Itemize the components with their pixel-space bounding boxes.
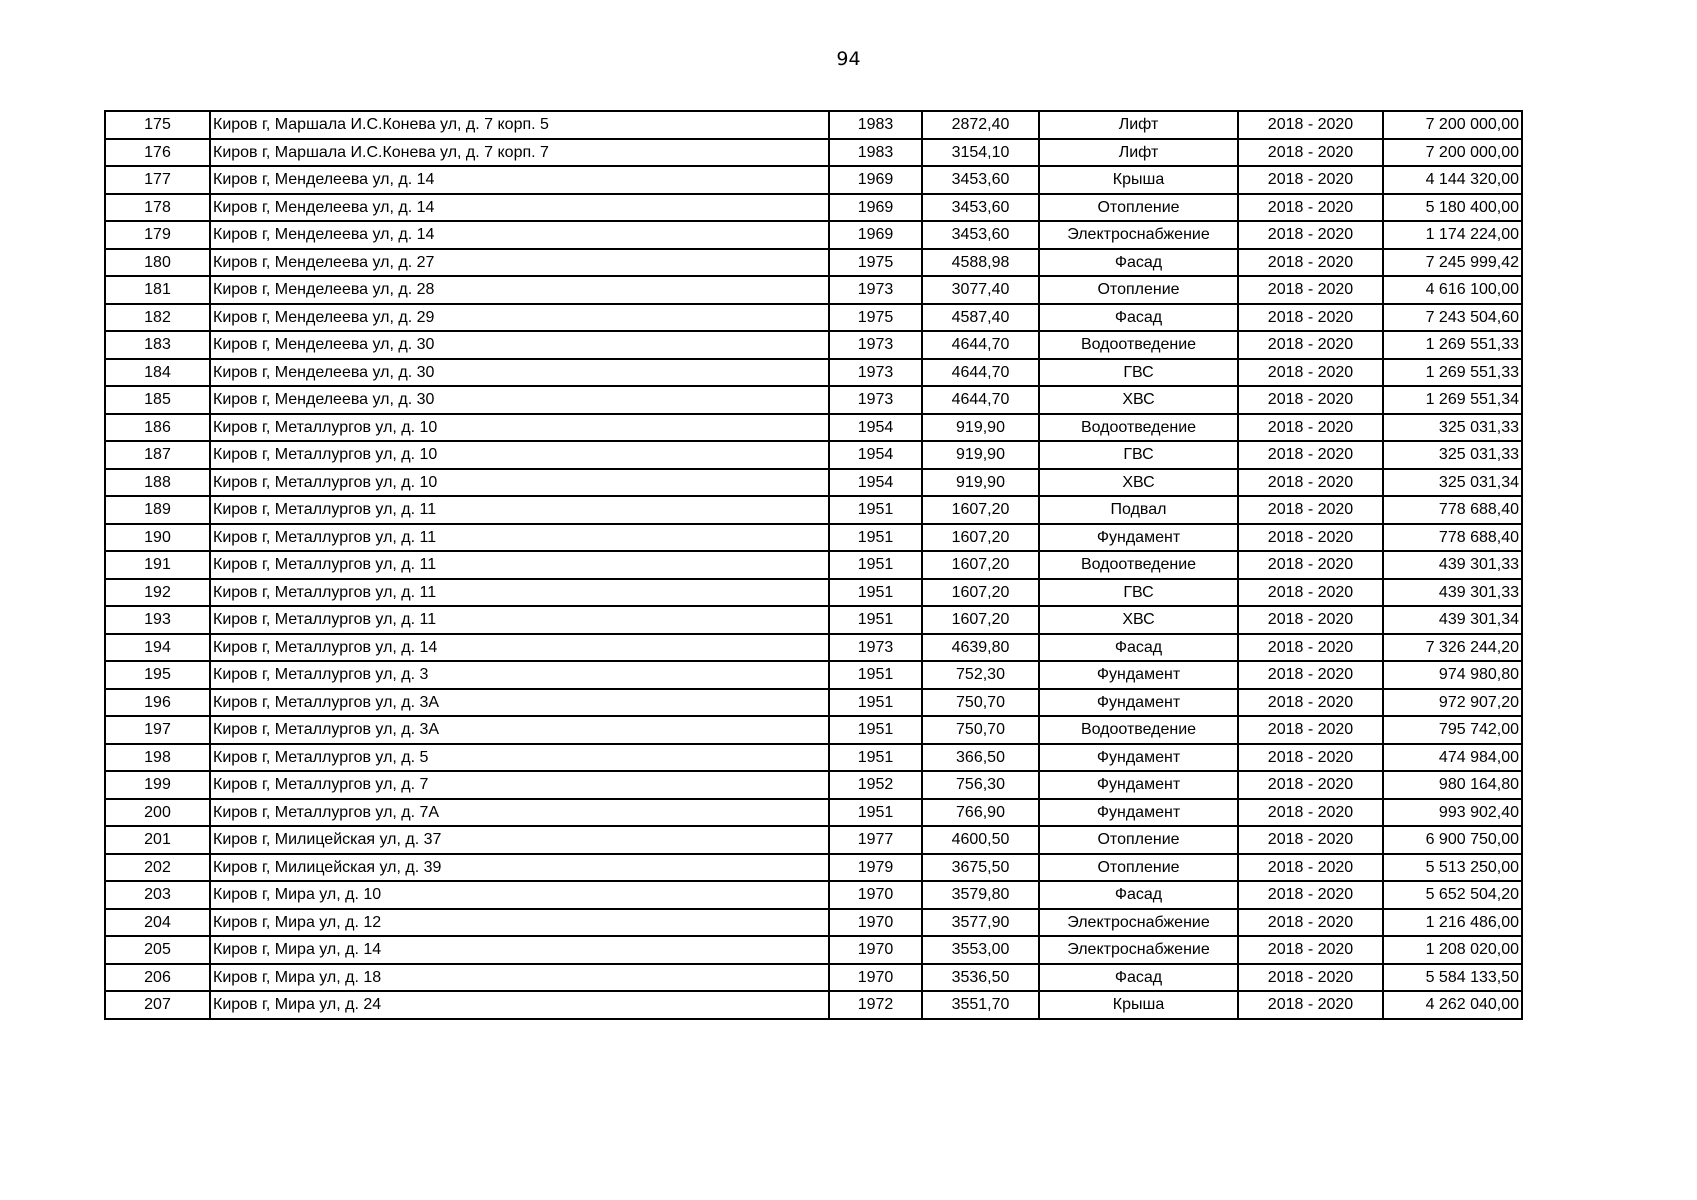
cost-cell: 7 243 504,60 bbox=[1383, 304, 1522, 332]
cost-cell: 439 301,33 bbox=[1383, 579, 1522, 607]
period-cell: 2018 - 2020 bbox=[1238, 964, 1383, 992]
area-cell: 3553,00 bbox=[922, 936, 1039, 964]
cost-cell: 4 262 040,00 bbox=[1383, 991, 1522, 1019]
area-cell: 752,30 bbox=[922, 661, 1039, 689]
build-year-cell: 1973 bbox=[829, 386, 922, 414]
work-type-cell: ГВС bbox=[1039, 579, 1238, 607]
area-cell: 3453,60 bbox=[922, 194, 1039, 222]
build-year-cell: 1951 bbox=[829, 606, 922, 634]
build-year-cell: 1969 bbox=[829, 166, 922, 194]
row-number-cell: 183 bbox=[105, 331, 210, 359]
period-cell: 2018 - 2020 bbox=[1238, 221, 1383, 249]
cost-cell: 474 984,00 bbox=[1383, 744, 1522, 772]
address-cell: Киров г, Металлургов ул, д. 3А bbox=[210, 689, 829, 717]
period-cell: 2018 - 2020 bbox=[1238, 469, 1383, 497]
build-year-cell: 1983 bbox=[829, 111, 922, 139]
row-number-cell: 196 bbox=[105, 689, 210, 717]
row-number-cell: 187 bbox=[105, 441, 210, 469]
row-number-cell: 176 bbox=[105, 139, 210, 167]
row-number-cell: 190 bbox=[105, 524, 210, 552]
work-type-cell: Подвал bbox=[1039, 496, 1238, 524]
period-cell: 2018 - 2020 bbox=[1238, 194, 1383, 222]
area-cell: 3077,40 bbox=[922, 276, 1039, 304]
cost-cell: 439 301,33 bbox=[1383, 551, 1522, 579]
cost-cell: 980 164,80 bbox=[1383, 771, 1522, 799]
build-year-cell: 1951 bbox=[829, 496, 922, 524]
build-year-cell: 1973 bbox=[829, 634, 922, 662]
cost-cell: 993 902,40 bbox=[1383, 799, 1522, 827]
build-year-cell: 1977 bbox=[829, 826, 922, 854]
period-cell: 2018 - 2020 bbox=[1238, 304, 1383, 332]
address-cell: Киров г, Менделеева ул, д. 14 bbox=[210, 221, 829, 249]
period-cell: 2018 - 2020 bbox=[1238, 111, 1383, 139]
table-row bbox=[105, 661, 1522, 689]
page-number: 94 bbox=[836, 48, 861, 70]
build-year-cell: 1951 bbox=[829, 524, 922, 552]
build-year-cell: 1951 bbox=[829, 579, 922, 607]
address-cell: Киров г, Менделеева ул, д. 27 bbox=[210, 249, 829, 277]
work-type-cell: Фундамент bbox=[1039, 661, 1238, 689]
work-type-cell: Электроснабжение bbox=[1039, 936, 1238, 964]
area-cell: 1607,20 bbox=[922, 606, 1039, 634]
address-cell: Киров г, Металлургов ул, д. 11 bbox=[210, 606, 829, 634]
cost-cell: 7 200 000,00 bbox=[1383, 139, 1522, 167]
cost-cell: 778 688,40 bbox=[1383, 524, 1522, 552]
row-number-cell: 175 bbox=[105, 111, 210, 139]
address-cell: Киров г, Металлургов ул, д. 11 bbox=[210, 524, 829, 552]
build-year-cell: 1951 bbox=[829, 689, 922, 717]
build-year-cell: 1973 bbox=[829, 331, 922, 359]
address-cell: Киров г, Менделеева ул, д. 30 bbox=[210, 386, 829, 414]
work-type-cell: Лифт bbox=[1039, 139, 1238, 167]
work-type-cell: Отопление bbox=[1039, 194, 1238, 222]
period-cell: 2018 - 2020 bbox=[1238, 249, 1383, 277]
work-type-cell: Фасад bbox=[1039, 634, 1238, 662]
table-row bbox=[105, 579, 1522, 607]
address-cell: Киров г, Металлургов ул, д. 3 bbox=[210, 661, 829, 689]
area-cell: 3577,90 bbox=[922, 909, 1039, 937]
cost-cell: 5 652 504,20 bbox=[1383, 881, 1522, 909]
row-number-cell: 204 bbox=[105, 909, 210, 937]
period-cell: 2018 - 2020 bbox=[1238, 634, 1383, 662]
table-row bbox=[105, 249, 1522, 277]
work-type-cell: Фасад bbox=[1039, 964, 1238, 992]
build-year-cell: 1951 bbox=[829, 661, 922, 689]
area-cell: 4644,70 bbox=[922, 386, 1039, 414]
address-cell: Киров г, Милицейская ул, д. 39 bbox=[210, 854, 829, 882]
table-row bbox=[105, 166, 1522, 194]
period-cell: 2018 - 2020 bbox=[1238, 551, 1383, 579]
build-year-cell: 1951 bbox=[829, 551, 922, 579]
cost-cell: 1 269 551,34 bbox=[1383, 386, 1522, 414]
period-cell: 2018 - 2020 bbox=[1238, 854, 1383, 882]
build-year-cell: 1970 bbox=[829, 881, 922, 909]
row-number-cell: 194 bbox=[105, 634, 210, 662]
address-cell: Киров г, Металлургов ул, д. 11 bbox=[210, 551, 829, 579]
work-type-cell: Отопление bbox=[1039, 826, 1238, 854]
address-cell: Киров г, Металлургов ул, д. 14 bbox=[210, 634, 829, 662]
registry-table-body bbox=[105, 111, 1522, 1019]
row-number-cell: 199 bbox=[105, 771, 210, 799]
cost-cell: 6 900 750,00 bbox=[1383, 826, 1522, 854]
area-cell: 750,70 bbox=[922, 716, 1039, 744]
cost-cell: 5 513 250,00 bbox=[1383, 854, 1522, 882]
row-number-cell: 195 bbox=[105, 661, 210, 689]
table-row bbox=[105, 936, 1522, 964]
cost-cell: 974 980,80 bbox=[1383, 661, 1522, 689]
work-type-cell: ХВС bbox=[1039, 469, 1238, 497]
period-cell: 2018 - 2020 bbox=[1238, 276, 1383, 304]
address-cell: Киров г, Металлургов ул, д. 10 bbox=[210, 441, 829, 469]
period-cell: 2018 - 2020 bbox=[1238, 414, 1383, 442]
area-cell: 919,90 bbox=[922, 414, 1039, 442]
cost-cell: 4 144 320,00 bbox=[1383, 166, 1522, 194]
area-cell: 750,70 bbox=[922, 689, 1039, 717]
table-row bbox=[105, 276, 1522, 304]
table-row bbox=[105, 441, 1522, 469]
table-row bbox=[105, 469, 1522, 497]
period-cell: 2018 - 2020 bbox=[1238, 909, 1383, 937]
period-cell: 2018 - 2020 bbox=[1238, 359, 1383, 387]
area-cell: 756,30 bbox=[922, 771, 1039, 799]
address-cell: Киров г, Металлургов ул, д. 11 bbox=[210, 579, 829, 607]
cost-cell: 778 688,40 bbox=[1383, 496, 1522, 524]
build-year-cell: 1969 bbox=[829, 221, 922, 249]
work-type-cell: Крыша bbox=[1039, 166, 1238, 194]
work-type-cell: Отопление bbox=[1039, 854, 1238, 882]
build-year-cell: 1951 bbox=[829, 716, 922, 744]
work-type-cell: Фундамент bbox=[1039, 799, 1238, 827]
table-row bbox=[105, 991, 1522, 1019]
build-year-cell: 1975 bbox=[829, 304, 922, 332]
build-year-cell: 1972 bbox=[829, 991, 922, 1019]
row-number-cell: 182 bbox=[105, 304, 210, 332]
table-row bbox=[105, 139, 1522, 167]
address-cell: Киров г, Милицейская ул, д. 37 bbox=[210, 826, 829, 854]
address-cell: Киров г, Менделеева ул, д. 28 bbox=[210, 276, 829, 304]
build-year-cell: 1973 bbox=[829, 359, 922, 387]
address-cell: Киров г, Металлургов ул, д. 7А bbox=[210, 799, 829, 827]
work-type-cell: Отопление bbox=[1039, 276, 1238, 304]
address-cell: Киров г, Металлургов ул, д. 5 bbox=[210, 744, 829, 772]
row-number-cell: 200 bbox=[105, 799, 210, 827]
address-cell: Киров г, Менделеева ул, д. 30 bbox=[210, 331, 829, 359]
area-cell: 1607,20 bbox=[922, 579, 1039, 607]
build-year-cell: 1970 bbox=[829, 964, 922, 992]
address-cell: Киров г, Маршала И.С.Конева ул, д. 7 корп. 7 bbox=[210, 139, 829, 167]
cost-cell: 1 216 486,00 bbox=[1383, 909, 1522, 937]
period-cell: 2018 - 2020 bbox=[1238, 139, 1383, 167]
build-year-cell: 1954 bbox=[829, 441, 922, 469]
work-type-cell: Фундамент bbox=[1039, 524, 1238, 552]
cost-cell: 4 616 100,00 bbox=[1383, 276, 1522, 304]
table-row bbox=[105, 414, 1522, 442]
table-row bbox=[105, 689, 1522, 717]
build-year-cell: 1973 bbox=[829, 276, 922, 304]
row-number-cell: 193 bbox=[105, 606, 210, 634]
row-number-cell: 181 bbox=[105, 276, 210, 304]
row-number-cell: 179 bbox=[105, 221, 210, 249]
work-type-cell: Водоотведение bbox=[1039, 414, 1238, 442]
address-cell: Киров г, Мира ул, д. 14 bbox=[210, 936, 829, 964]
address-cell: Киров г, Металлургов ул, д. 3А bbox=[210, 716, 829, 744]
row-number-cell: 186 bbox=[105, 414, 210, 442]
table-row bbox=[105, 826, 1522, 854]
period-cell: 2018 - 2020 bbox=[1238, 991, 1383, 1019]
work-type-cell: Фундамент bbox=[1039, 744, 1238, 772]
area-cell: 3536,50 bbox=[922, 964, 1039, 992]
work-type-cell: ХВС bbox=[1039, 386, 1238, 414]
table-row bbox=[105, 524, 1522, 552]
work-type-cell: ХВС bbox=[1039, 606, 1238, 634]
cost-cell: 325 031,34 bbox=[1383, 469, 1522, 497]
build-year-cell: 1983 bbox=[829, 139, 922, 167]
table-row bbox=[105, 854, 1522, 882]
work-type-cell: Электроснабжение bbox=[1039, 909, 1238, 937]
table-row bbox=[105, 359, 1522, 387]
table-row bbox=[105, 304, 1522, 332]
cost-cell: 795 742,00 bbox=[1383, 716, 1522, 744]
address-cell: Киров г, Металлургов ул, д. 11 bbox=[210, 496, 829, 524]
address-cell: Киров г, Мира ул, д. 24 bbox=[210, 991, 829, 1019]
area-cell: 3551,70 bbox=[922, 991, 1039, 1019]
cost-cell: 7 326 244,20 bbox=[1383, 634, 1522, 662]
address-cell: Киров г, Менделеева ул, д. 14 bbox=[210, 166, 829, 194]
period-cell: 2018 - 2020 bbox=[1238, 881, 1383, 909]
period-cell: 2018 - 2020 bbox=[1238, 166, 1383, 194]
table-row bbox=[105, 496, 1522, 524]
row-number-cell: 178 bbox=[105, 194, 210, 222]
period-cell: 2018 - 2020 bbox=[1238, 826, 1383, 854]
row-number-cell: 202 bbox=[105, 854, 210, 882]
area-cell: 4644,70 bbox=[922, 331, 1039, 359]
area-cell: 3154,10 bbox=[922, 139, 1039, 167]
build-year-cell: 1951 bbox=[829, 799, 922, 827]
row-number-cell: 198 bbox=[105, 744, 210, 772]
table-row bbox=[105, 386, 1522, 414]
row-number-cell: 205 bbox=[105, 936, 210, 964]
cost-cell: 325 031,33 bbox=[1383, 414, 1522, 442]
table-row bbox=[105, 331, 1522, 359]
row-number-cell: 189 bbox=[105, 496, 210, 524]
cost-cell: 7 200 000,00 bbox=[1383, 111, 1522, 139]
work-type-cell: Фундамент bbox=[1039, 771, 1238, 799]
build-year-cell: 1954 bbox=[829, 414, 922, 442]
area-cell: 919,90 bbox=[922, 469, 1039, 497]
period-cell: 2018 - 2020 bbox=[1238, 771, 1383, 799]
area-cell: 1607,20 bbox=[922, 496, 1039, 524]
area-cell: 4587,40 bbox=[922, 304, 1039, 332]
table-row bbox=[105, 634, 1522, 662]
address-cell: Киров г, Менделеева ул, д. 14 bbox=[210, 194, 829, 222]
cost-cell: 1 208 020,00 bbox=[1383, 936, 1522, 964]
row-number-cell: 201 bbox=[105, 826, 210, 854]
build-year-cell: 1979 bbox=[829, 854, 922, 882]
period-cell: 2018 - 2020 bbox=[1238, 936, 1383, 964]
build-year-cell: 1954 bbox=[829, 469, 922, 497]
row-number-cell: 177 bbox=[105, 166, 210, 194]
work-type-cell: Фасад bbox=[1039, 304, 1238, 332]
build-year-cell: 1975 bbox=[829, 249, 922, 277]
row-number-cell: 203 bbox=[105, 881, 210, 909]
area-cell: 4588,98 bbox=[922, 249, 1039, 277]
area-cell: 4600,50 bbox=[922, 826, 1039, 854]
cost-cell: 439 301,34 bbox=[1383, 606, 1522, 634]
build-year-cell: 1951 bbox=[829, 744, 922, 772]
period-cell: 2018 - 2020 bbox=[1238, 661, 1383, 689]
work-type-cell: Лифт bbox=[1039, 111, 1238, 139]
area-cell: 1607,20 bbox=[922, 524, 1039, 552]
table-row bbox=[105, 771, 1522, 799]
address-cell: Киров г, Маршала И.С.Конева ул, д. 7 корп. 5 bbox=[210, 111, 829, 139]
address-cell: Киров г, Менделеева ул, д. 29 bbox=[210, 304, 829, 332]
row-number-cell: 191 bbox=[105, 551, 210, 579]
row-number-cell: 206 bbox=[105, 964, 210, 992]
work-type-cell: Крыша bbox=[1039, 991, 1238, 1019]
cost-cell: 1 269 551,33 bbox=[1383, 359, 1522, 387]
period-cell: 2018 - 2020 bbox=[1238, 716, 1383, 744]
address-cell: Киров г, Мира ул, д. 10 bbox=[210, 881, 829, 909]
work-type-cell: ГВС bbox=[1039, 359, 1238, 387]
work-type-cell: Фасад bbox=[1039, 249, 1238, 277]
cost-cell: 5 584 133,50 bbox=[1383, 964, 1522, 992]
work-type-cell: Водоотведение bbox=[1039, 716, 1238, 744]
work-type-cell: ГВС bbox=[1039, 441, 1238, 469]
area-cell: 366,50 bbox=[922, 744, 1039, 772]
row-number-cell: 185 bbox=[105, 386, 210, 414]
period-cell: 2018 - 2020 bbox=[1238, 331, 1383, 359]
build-year-cell: 1970 bbox=[829, 909, 922, 937]
work-type-cell: Фундамент bbox=[1039, 689, 1238, 717]
cost-cell: 7 245 999,42 bbox=[1383, 249, 1522, 277]
table-row bbox=[105, 111, 1522, 139]
period-cell: 2018 - 2020 bbox=[1238, 496, 1383, 524]
cost-cell: 1 174 224,00 bbox=[1383, 221, 1522, 249]
address-cell: Киров г, Металлургов ул, д. 10 bbox=[210, 469, 829, 497]
area-cell: 3453,60 bbox=[922, 166, 1039, 194]
cost-cell: 5 180 400,00 bbox=[1383, 194, 1522, 222]
address-cell: Киров г, Менделеева ул, д. 30 bbox=[210, 359, 829, 387]
area-cell: 1607,20 bbox=[922, 551, 1039, 579]
cost-cell: 325 031,33 bbox=[1383, 441, 1522, 469]
area-cell: 766,90 bbox=[922, 799, 1039, 827]
work-type-cell: Фасад bbox=[1039, 881, 1238, 909]
build-year-cell: 1970 bbox=[829, 936, 922, 964]
build-year-cell: 1952 bbox=[829, 771, 922, 799]
cost-cell: 1 269 551,33 bbox=[1383, 331, 1522, 359]
period-cell: 2018 - 2020 bbox=[1238, 606, 1383, 634]
area-cell: 4639,80 bbox=[922, 634, 1039, 662]
table-row bbox=[105, 744, 1522, 772]
table-row bbox=[105, 909, 1522, 937]
row-number-cell: 197 bbox=[105, 716, 210, 744]
table-row bbox=[105, 964, 1522, 992]
row-number-cell: 188 bbox=[105, 469, 210, 497]
period-cell: 2018 - 2020 bbox=[1238, 799, 1383, 827]
period-cell: 2018 - 2020 bbox=[1238, 524, 1383, 552]
build-year-cell: 1969 bbox=[829, 194, 922, 222]
address-cell: Киров г, Мира ул, д. 18 bbox=[210, 964, 829, 992]
address-cell: Киров г, Металлургов ул, д. 7 bbox=[210, 771, 829, 799]
period-cell: 2018 - 2020 bbox=[1238, 744, 1383, 772]
table-row bbox=[105, 606, 1522, 634]
period-cell: 2018 - 2020 bbox=[1238, 579, 1383, 607]
work-type-cell: Электроснабжение bbox=[1039, 221, 1238, 249]
work-type-cell: Водоотведение bbox=[1039, 551, 1238, 579]
area-cell: 3675,50 bbox=[922, 854, 1039, 882]
period-cell: 2018 - 2020 bbox=[1238, 386, 1383, 414]
table-row bbox=[105, 881, 1522, 909]
table-row bbox=[105, 221, 1522, 249]
area-cell: 2872,40 bbox=[922, 111, 1039, 139]
table-row bbox=[105, 799, 1522, 827]
table-row bbox=[105, 194, 1522, 222]
work-type-cell: Водоотведение bbox=[1039, 331, 1238, 359]
address-cell: Киров г, Мира ул, д. 12 bbox=[210, 909, 829, 937]
period-cell: 2018 - 2020 bbox=[1238, 441, 1383, 469]
area-cell: 3453,60 bbox=[922, 221, 1039, 249]
row-number-cell: 207 bbox=[105, 991, 210, 1019]
area-cell: 3579,80 bbox=[922, 881, 1039, 909]
area-cell: 4644,70 bbox=[922, 359, 1039, 387]
row-number-cell: 184 bbox=[105, 359, 210, 387]
table-row bbox=[105, 716, 1522, 744]
row-number-cell: 180 bbox=[105, 249, 210, 277]
period-cell: 2018 - 2020 bbox=[1238, 689, 1383, 717]
address-cell: Киров г, Металлургов ул, д. 10 bbox=[210, 414, 829, 442]
row-number-cell: 192 bbox=[105, 579, 210, 607]
area-cell: 919,90 bbox=[922, 441, 1039, 469]
registry-table bbox=[104, 110, 1523, 1020]
cost-cell: 972 907,20 bbox=[1383, 689, 1522, 717]
table-row bbox=[105, 551, 1522, 579]
